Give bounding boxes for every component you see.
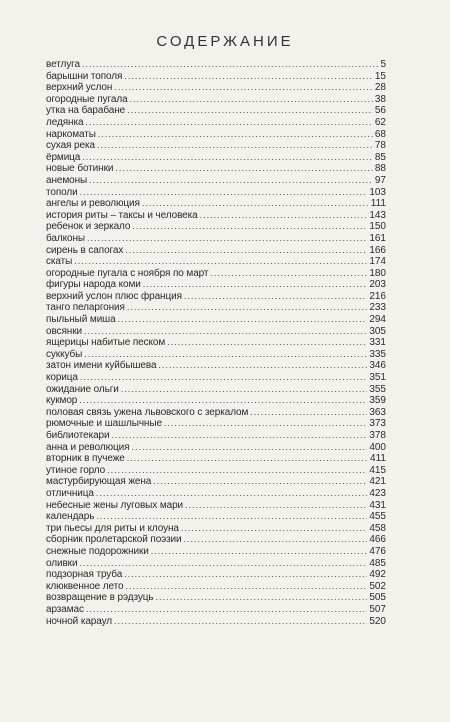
toc-entry-title: ожидание ольги [46,383,119,395]
toc-entry-page: 476 [369,545,386,557]
toc-entry [46,71,386,83]
toc-entry-title: ребенок и зеркало [46,221,131,233]
toc-entry-title: сирень в сапогах [46,244,124,256]
toc-entry-page: 520 [369,615,386,627]
toc-entry-page: 15 [374,70,386,82]
toc-entry-title: возвращение в рэдзуць [46,592,154,604]
toc-leader-dots [158,360,367,372]
toc-entry-page: 5 [380,59,386,70]
toc-entry-title: сухая река [46,140,95,152]
toc-entry [46,500,386,512]
toc-leader-dots [82,152,373,164]
toc-entry-page: 378 [369,430,386,441]
toc-leader-dots [86,604,367,616]
toc-leader-dots [82,59,379,71]
toc-entry-title: наркоматы [46,128,96,140]
toc-leader-dots [153,476,367,488]
toc-entry-page: 400 [369,441,386,453]
toc-leader-dots [131,442,367,454]
toc-entry [46,82,386,94]
toc-leader-dots [96,488,367,500]
toc-entry-page: 363 [369,406,386,418]
toc-entry [46,256,386,268]
toc-leader-dots [114,82,373,94]
toc-leader-dots [121,384,368,396]
toc-leader-dots [98,129,373,141]
toc-entry-page: 166 [369,244,386,256]
toc-entry-page: 507 [369,603,386,615]
toc-entry-title: овсянки [46,325,82,337]
toc-entry-page: 373 [369,418,386,430]
toc-entry [46,268,386,280]
toc-leader-dots [164,418,367,430]
toc-leader-dots [112,430,368,442]
toc-leader-dots [114,616,367,628]
toc-entry [46,418,386,430]
toc-entry-title: затон имени куйбышева [46,360,157,372]
toc-entry-page: 103 [369,186,386,198]
toc-entry [46,523,386,535]
toc-entry [46,198,386,210]
toc-leader-dots [184,534,368,546]
toc-entry-title: сборник пролетарской поэзии [46,534,182,546]
toc-leader-dots [107,465,367,477]
toc-entry-title: оливки [46,557,78,569]
toc-entry [46,105,386,117]
toc-entry-page: 505 [369,592,386,604]
toc-entry-title: балконы [46,232,85,244]
table-of-contents [46,59,386,627]
toc-leader-dots [85,117,372,129]
toc-leader-dots [155,592,367,604]
toc-leader-dots [210,268,367,280]
toc-entry-title: фигуры народа коми [46,279,141,291]
toc-entry-page: 455 [369,511,386,523]
toc-entry-title: вторник в пучеже [46,453,125,465]
toc-entry [46,337,386,349]
toc-entry-title: утиное горло [46,464,106,476]
toc-entry-page: 174 [369,256,386,268]
toc-leader-dots [132,221,367,233]
toc-entry-page: 355 [369,383,386,395]
toc-entry-title: корица [46,372,78,384]
toc-entry-page: 68 [374,128,386,140]
toc-entry [46,129,386,141]
toc-leader-dots [84,349,367,361]
page-title: СОДЕРЖАНИЕ [156,33,294,50]
toc-entry [46,581,386,593]
toc-entry [46,245,386,257]
toc-entry-title: ангелы и революция [46,198,140,210]
toc-entry [46,221,386,233]
toc-entry [46,384,386,396]
toc-entry [46,430,386,442]
toc-entry [46,314,386,326]
toc-entry [46,360,386,372]
toc-leader-dots [96,511,367,523]
toc-entry-page: 458 [369,522,386,534]
toc-entry-title: огородные пугала с ноября по март [46,267,209,279]
toc-entry-title: календарь [46,511,95,523]
toc-entry-title: арзамас [46,603,84,615]
toc-leader-dots [124,569,367,581]
toc-entry-title: ледянка [46,116,84,128]
toc-entry [46,476,386,488]
toc-entry-title: суккубы [46,348,83,360]
toc-entry-title: кукмор [46,395,78,407]
toc-entry [46,395,386,407]
toc-entry-page: 411 [370,453,386,465]
toc-entry-page: 423 [369,487,386,499]
toc-entry-page: 203 [369,279,386,291]
toc-leader-dots [127,105,373,117]
toc-leader-dots [143,279,368,291]
toc-entry-page: 88 [374,163,386,175]
toc-entry-page: 78 [374,140,386,152]
toc-entry [46,442,386,454]
toc-entry [46,163,386,175]
toc-entry-title: мастурбирующая жена [46,476,152,488]
toc-entry [46,94,386,106]
toc-entry-title: три пьесы для риты и клоуна [46,522,179,534]
toc-entry-page: 38 [374,93,386,105]
toc-entry-page: 62 [374,116,386,128]
toc-entry-title: утка на барабане [46,105,126,117]
toc-entry [46,534,386,546]
toc-entry [46,140,386,152]
toc-entry-page: 485 [369,557,386,569]
toc-entry-page: 294 [369,314,386,326]
toc-entry-page: 421 [369,476,386,488]
toc-entry-title: танго пеларгония [46,302,125,314]
toc-entry [46,349,386,361]
toc-entry-page: 331 [369,337,386,349]
toc-entry-title: анемоны [46,174,88,186]
toc-entry-page: 161 [369,232,386,244]
toc-leader-dots [151,546,368,558]
toc-entry [46,326,386,338]
toc-entry-title: история риты – таксы и человека [46,209,198,221]
toc-leader-dots [87,233,367,245]
toc-entry-title: новые ботинки [46,163,114,175]
toc-entry-page: 466 [369,534,386,546]
toc-leader-dots [74,256,367,268]
toc-entry-page: 150 [369,221,386,233]
toc-leader-dots [185,500,367,512]
toc-entry-page: 180 [369,267,386,279]
toc-entry [46,511,386,523]
toc-leader-dots [130,94,373,106]
toc-entry-page: 351 [369,372,386,384]
toc-entry [46,558,386,570]
toc-entry [46,59,386,71]
toc-entry-page: 335 [369,348,386,360]
toc-entry [46,546,386,558]
toc-leader-dots [124,71,373,83]
toc-entry-page: 346 [369,360,386,372]
toc-leader-dots [200,210,368,222]
toc-leader-dots [89,175,373,187]
toc-entry [46,233,386,245]
toc-leader-dots [167,337,367,349]
toc-entry-page: 431 [369,499,386,511]
toc-entry-title: огородные пугала [46,93,128,105]
toc-entry-title: верхний услон плюс франция [46,290,182,302]
toc-entry-page: 216 [369,290,386,302]
toc-leader-dots [142,198,369,210]
toc-entry-title: библиотекари [46,430,110,441]
toc-entry-title: отличница [46,487,94,499]
toc-entry [46,187,386,199]
toc-entry [46,372,386,384]
toc-entry-title: снежные подорожники [46,545,149,557]
toc-entry-title: клюквенное лето [46,580,124,592]
toc-entry [46,152,386,164]
toc-entry-title: ночной караул [46,615,113,627]
toc-entry [46,569,386,581]
toc-entry-title: скаты [46,256,73,268]
toc-leader-dots [115,163,373,175]
toc-entry-page: 143 [369,209,386,221]
toc-leader-dots [250,407,367,419]
toc-entry-title: тополи [46,186,78,198]
toc-entry [46,616,386,628]
toc-entry-title: барышни тополя [46,70,123,82]
toc-leader-dots [184,291,367,303]
toc-entry-page: 415 [369,464,386,476]
toc-leader-dots [79,395,367,407]
toc-entry [46,291,386,303]
toc-entry-title: рюмочные и шашлычные [46,418,162,430]
toc-entry-title: небесные жены луговых мари [46,499,184,511]
toc-entry-title: ящерицы набитые песком [46,337,166,349]
toc-entry-title: ёрмица [46,151,81,163]
toc-entry [46,604,386,616]
toc-entry-page: 233 [369,302,386,314]
toc-entry [46,302,386,314]
toc-entry-title: половая связь ужена львовского с зеркалом [46,406,249,418]
toc-leader-dots [125,245,367,257]
toc-leader-dots [84,326,367,338]
toc-entry [46,453,386,465]
toc-entry [46,175,386,187]
toc-leader-dots [80,372,367,384]
toc-entry [46,407,386,419]
toc-leader-dots [181,523,367,535]
toc-leader-dots [118,314,368,326]
toc-entry [46,279,386,291]
toc-entry-page: 97 [374,174,386,186]
toc-leader-dots [80,187,368,199]
toc-entry-page: 305 [369,325,386,337]
toc-leader-dots [127,302,367,314]
toc-entry [46,117,386,129]
toc-entry-title: верхний услон [46,82,113,94]
toc-entry-title: пыльный миша [46,314,116,326]
toc-entry-page: 56 [374,105,386,117]
toc-entry-page: 359 [369,395,386,407]
toc-entry [46,488,386,500]
toc-entry-title: анна и революция [46,441,130,453]
toc-entry-page: 111 [370,198,386,210]
toc-entry-title: ветлуга [46,59,80,70]
toc-entry [46,465,386,477]
toc-entry [46,592,386,604]
toc-leader-dots [97,140,373,152]
toc-entry-page: 492 [369,569,386,581]
toc-entry-page: 502 [369,580,386,592]
toc-entry [46,210,386,222]
toc-entry-page: 28 [374,82,386,94]
toc-leader-dots [126,581,368,593]
toc-leader-dots [127,453,368,465]
toc-entry-title: подзорная труба [46,569,123,581]
toc-entry-page: 85 [374,151,386,163]
toc-leader-dots [79,558,367,570]
